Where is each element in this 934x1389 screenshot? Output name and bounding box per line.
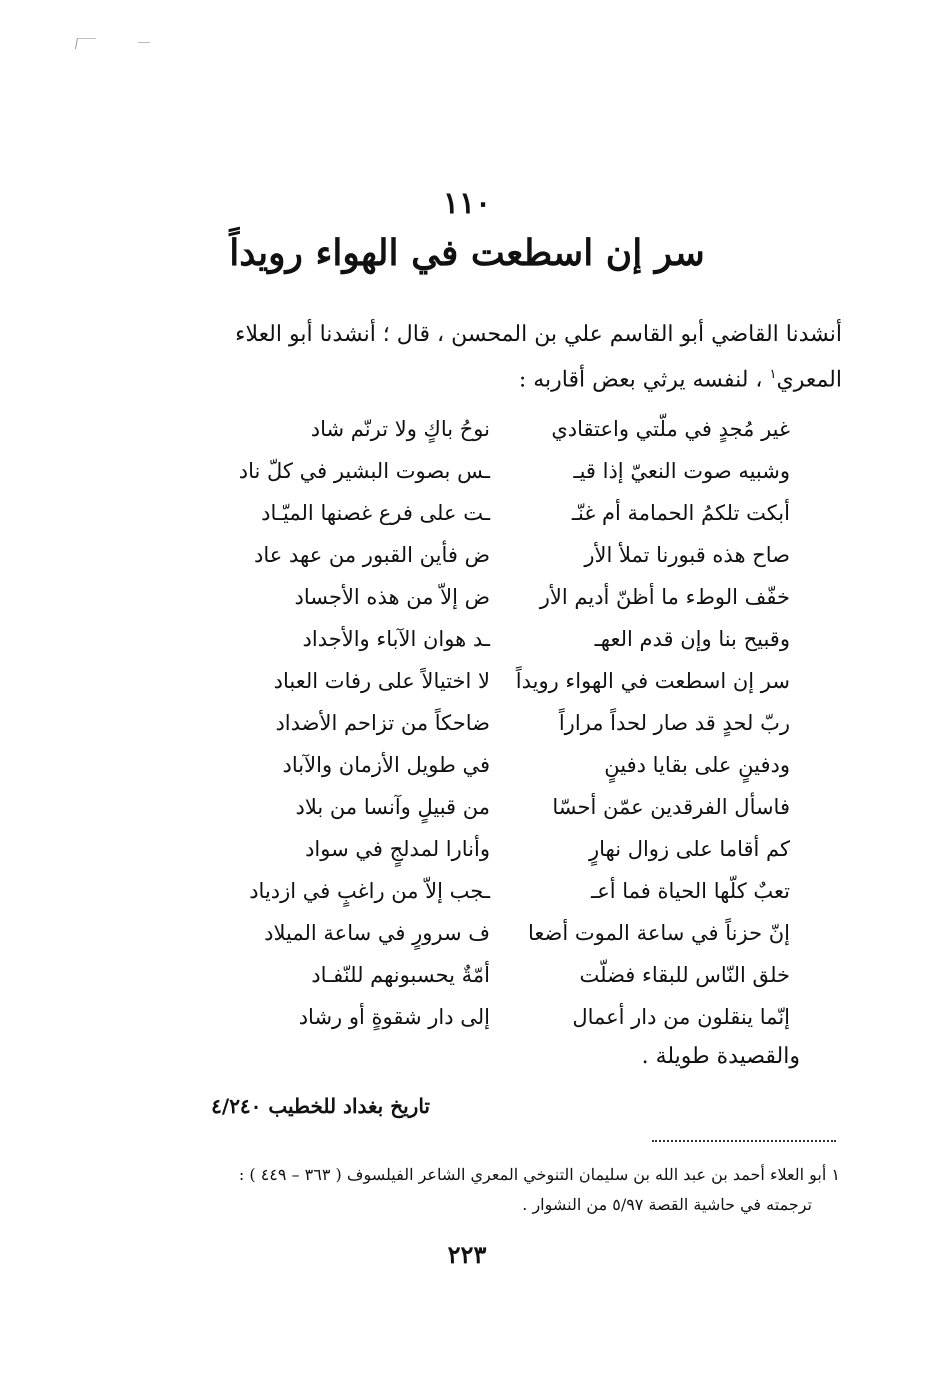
verse-first-hemistich: فاسأل الفرقدين عمّن أحسّا bbox=[552, 795, 790, 819]
intro-text: ، لنفسه يرثي بعض أقاربه : bbox=[518, 367, 770, 393]
poem-verse bbox=[220, 576, 790, 618]
poem bbox=[220, 408, 790, 1038]
poem-verse bbox=[220, 912, 790, 954]
verse-second-hemistich: ف سرورٍ في ساعة الميلاد bbox=[264, 921, 490, 945]
poem-verse bbox=[220, 492, 790, 534]
verse-first-hemistich: سر إن اسطعت في الهواء رويداً bbox=[515, 669, 790, 693]
verse-second-hemistich: أمّةٌ يحسبونهم للنّفـاد bbox=[311, 963, 490, 987]
verse-second-hemistich: ض فأين القبور من عهد عاد bbox=[254, 543, 490, 567]
poem-verse bbox=[220, 828, 790, 870]
story-title: سر إن اسطعت في الهواء رويداً bbox=[229, 232, 705, 274]
verse-first-hemistich: إنّ حزناً في ساعة الموت أضعا bbox=[528, 921, 790, 945]
verse-first-hemistich: خلق النّاس للبقاء فضلّت bbox=[579, 963, 790, 987]
verse-first-hemistich: خفّف الوطء ما أظنّ أديم الأر bbox=[539, 585, 790, 609]
closing-note: والقصيدة طويلة . bbox=[641, 1044, 800, 1069]
poem-verse bbox=[220, 702, 790, 744]
story-number: ١١٠ bbox=[442, 186, 492, 221]
poem-verse bbox=[220, 996, 790, 1038]
scan-mark bbox=[75, 38, 96, 49]
verse-second-hemistich: ـد هوان الآباء والأجداد bbox=[302, 627, 490, 651]
verse-first-hemistich: تعبٌ كلّها الحياة فما أعـ bbox=[591, 879, 790, 903]
source-citation: تاريخ بغداد للخطيب ٤/٢٤٠ bbox=[211, 1094, 430, 1118]
verse-second-hemistich: ضاحكاً من تزاحم الأضداد bbox=[275, 711, 490, 735]
scan-mark bbox=[138, 42, 150, 43]
poem-verse bbox=[220, 744, 790, 786]
poem-verse bbox=[220, 618, 790, 660]
intro-line: أنشدنا القاضي أبو القاسم علي بن المحسن ، قال ؛ أنشدنا أبو العلاء bbox=[235, 322, 842, 347]
verse-first-hemistich: غير مُجدٍ في ملّتي واعتقادي bbox=[551, 417, 790, 441]
verse-first-hemistich: إنّما ينقلون من دار أعمال bbox=[572, 1005, 790, 1029]
verse-second-hemistich: إلى دار شقوةٍ أو رشاد bbox=[298, 1005, 490, 1029]
verse-first-hemistich: كم أقاما على زوال نهارٍ bbox=[588, 837, 790, 861]
verse-first-hemistich: أبكت تلكمُ الحمامة أم غنّـ bbox=[571, 501, 790, 525]
verse-first-hemistich: وقبيح بنا وإن قدم العهـ bbox=[594, 627, 790, 651]
verse-second-hemistich: ـجب إلاّ من راغبٍ في ازدياد bbox=[249, 879, 490, 903]
intro-paragraph bbox=[160, 315, 842, 400]
verse-second-hemistich: لا اختيالاً على رفات العباد bbox=[273, 669, 490, 693]
poem-verse bbox=[220, 660, 790, 702]
verse-second-hemistich: ض إلاّ من هذه الأجساد bbox=[294, 585, 490, 609]
footnote-line: ١ أبو العلاء أحمد بن عبد الله بن سليمان التنوخي المعري الشاعر الفيلسوف ( ٣٦٣ – ٤٤٩ ) : bbox=[238, 1165, 840, 1184]
footnote-line: ترجمته في حاشية القصة ٥/٩٧ من النشوار . bbox=[522, 1195, 812, 1214]
verse-first-hemistich: ربّ لحدٍ قد صار لحداً مراراً bbox=[558, 711, 790, 735]
intro-text: المعري bbox=[776, 367, 842, 393]
verse-second-hemistich: ـت على فرع غصنها الميّـاد bbox=[261, 501, 490, 525]
poem-verse bbox=[220, 954, 790, 996]
footnote bbox=[166, 1160, 840, 1220]
verse-first-hemistich: ودفينٍ على بقايا دفينٍ bbox=[604, 753, 790, 777]
verse-second-hemistich: في طويل الأزمان والآباد bbox=[282, 753, 490, 777]
verse-second-hemistich: من قبيلٍ وآنسا من بلاد bbox=[295, 795, 490, 819]
poem-verse bbox=[220, 408, 790, 450]
verse-first-hemistich: صاح هذه قبورنا تملأ الأر bbox=[584, 543, 790, 567]
verse-second-hemistich: وأنارا لمدلجٍ في سواد bbox=[305, 837, 490, 861]
verse-first-hemistich: وشبيه صوت النعيّ إذا قيـ bbox=[573, 459, 790, 483]
poem-verse bbox=[220, 786, 790, 828]
page-number: ٢٢٣ bbox=[447, 1240, 487, 1269]
intro-line bbox=[160, 355, 842, 400]
verse-second-hemistich: ـس بصوت البشير في كلّ ناد bbox=[238, 459, 490, 483]
poem-verse bbox=[220, 870, 790, 912]
footnote-reference: ١ bbox=[769, 367, 777, 382]
footnote-divider bbox=[652, 1140, 836, 1142]
verse-second-hemistich: نوحُ باكٍ ولا ترنّم شاد bbox=[310, 417, 490, 441]
poem-verse bbox=[220, 534, 790, 576]
poem-verse bbox=[220, 450, 790, 492]
